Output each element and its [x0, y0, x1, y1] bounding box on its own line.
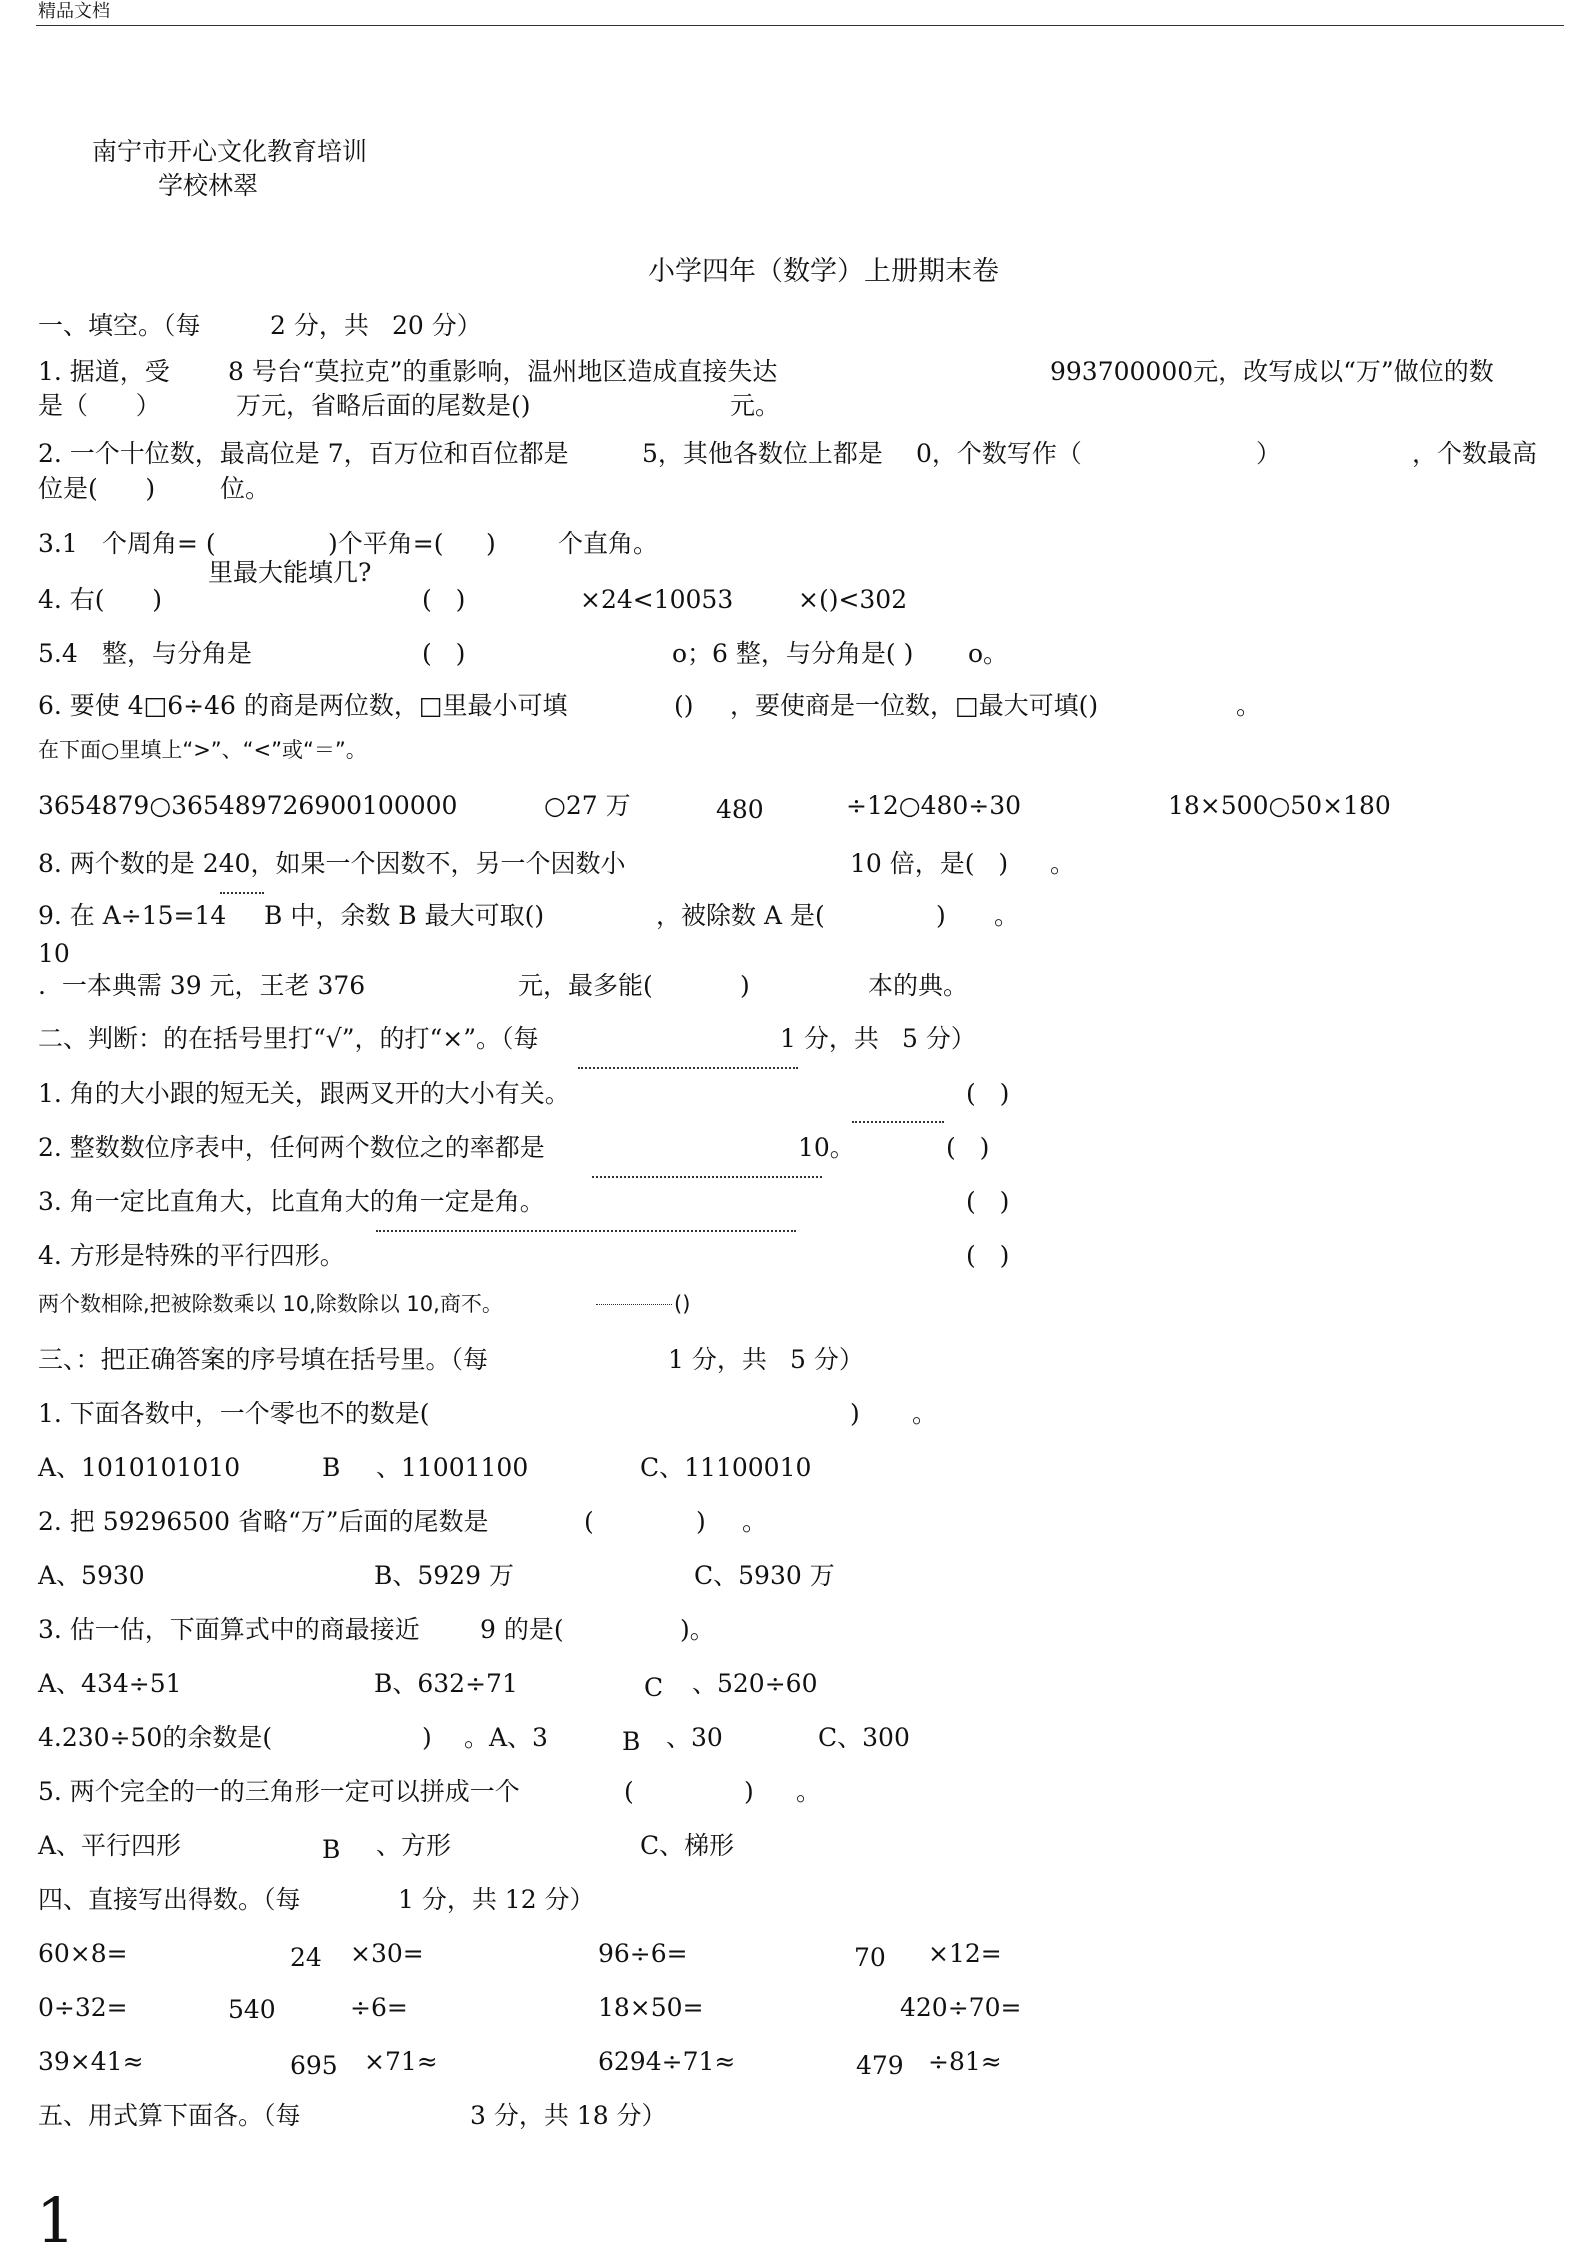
section-4-heading-points: 1 分，共 12 分）	[398, 1885, 595, 1914]
q1-4-text: ×24<10053	[580, 585, 734, 614]
emphasis-dots	[852, 1121, 944, 1123]
q3-4-blank: )	[422, 1723, 432, 1752]
q1-3-text: 个直角。	[558, 529, 659, 558]
q3-2-option-a: A、5930	[38, 1561, 145, 1590]
q2-4-text: 4. 方形是特殊的平行四形。	[38, 1241, 345, 1270]
q1-7-compare-4: 18×500○50×180	[1168, 791, 1391, 820]
emphasis-dots	[220, 892, 264, 894]
calc-item: 695	[290, 2051, 338, 2080]
calc-item: 96÷6=	[598, 1939, 688, 1968]
q3-3-text: 3. 估一估，下面算式中的商最接近	[38, 1615, 420, 1644]
q3-3-option-c: 、520÷60	[692, 1669, 818, 1698]
q1-1-text: 993700000元，改写成以“万”做位的数	[1050, 357, 1494, 386]
q1-5-blank: ( )	[422, 639, 466, 668]
q1-7-compare-2: ○27 万	[544, 791, 631, 820]
calc-item: ×30=	[350, 1939, 424, 1968]
q1-6-text: 6. 要使 4□6÷46 的商是两位数，□里最小可填	[38, 691, 568, 720]
q3-4-option-b-label: B	[622, 1727, 641, 1756]
q1-2-text: ，个数最高	[1412, 439, 1538, 468]
calc-item: 479	[856, 2051, 904, 2080]
q3-3-option-a: A、434÷51	[38, 1669, 182, 1698]
calc-item: 6294÷71≈	[598, 2047, 736, 2076]
q3-5-option-a: A、平行四形	[38, 1831, 182, 1860]
calc-item: 18×50=	[598, 1993, 704, 2022]
q3-2-blank: (	[584, 1507, 594, 1536]
q3-1-option-c: C、11100010	[640, 1453, 812, 1482]
q1-6-text: 。	[1236, 691, 1262, 720]
calc-item: 24	[290, 1943, 322, 1972]
q1-6-text: ，要使商是一位数，□最大可填()	[730, 691, 1099, 720]
section-1-heading: 一、填空。（每	[38, 311, 201, 340]
q1-3-text: 个周角= (	[102, 529, 216, 558]
calc-item: ÷81≈	[928, 2047, 1002, 2076]
calc-item: 60×8=	[38, 1939, 128, 1968]
q1-9-blank: )	[936, 901, 946, 930]
q2-4-answer-paren: ( )	[966, 1241, 1010, 1270]
calc-item: 540	[228, 1995, 276, 2024]
q3-2-text: 2. 把 59296500 省略“万”后面的尾数是	[38, 1507, 489, 1536]
q1-6-blank: ()	[674, 691, 694, 720]
q1-9-text: 。	[994, 901, 1020, 930]
leader-dots	[596, 1304, 672, 1305]
school-line-1: 南宁市开心文化教育培训	[92, 137, 368, 166]
q3-2-option-c: C、5930 万	[694, 1561, 835, 1590]
header-label: 精品文档	[38, 1, 110, 22]
header-rule	[36, 25, 1564, 26]
q1-2-text: 0，个数写作（	[916, 439, 1082, 468]
q3-2-text: 。	[742, 1507, 768, 1536]
q3-5-option-b-label: B	[322, 1835, 341, 1864]
q1-1-text: 8 号台“莫拉克”的重影响，温州地区造成直接失达	[228, 357, 778, 386]
q3-5-option-c: C、梯形	[640, 1831, 735, 1860]
q3-1-blank: )	[850, 1399, 860, 1428]
q1-1-blank: 是（ ）	[38, 391, 161, 420]
q1-8-text: 。	[1050, 849, 1076, 878]
q1-2-blank: 位是( )	[38, 474, 156, 503]
q1-4-text: ×()<302	[798, 585, 908, 614]
section-2-heading: 二、判断：的在括号里打“√”，的打“×”。（每	[38, 1024, 539, 1053]
q2-1-text: 1. 角的大小跟的短无关，跟两叉开的大小有关。	[38, 1079, 570, 1108]
q2-5-text: 两个数相除,把被除数乘以 10,除数除以 10,商不。	[38, 1292, 503, 1316]
section-1-heading-total: 20 分）	[392, 311, 482, 340]
q2-1-answer-paren: ( )	[966, 1079, 1010, 1108]
q1-1-text: 万元，省略后面的尾数是()	[236, 391, 531, 420]
q3-2-option-b: B、5929 万	[374, 1561, 514, 1590]
q2-5-answer-paren: ()	[674, 1292, 691, 1316]
emphasis-dots	[578, 1067, 798, 1069]
q3-1-option-b: 、11001100	[376, 1453, 529, 1482]
q1-7-compare-3: 480	[716, 795, 764, 824]
section-1-heading-points: 2 分，共	[270, 311, 369, 340]
q3-5-blank: (	[624, 1777, 634, 1806]
calc-item: 70	[854, 1943, 886, 1972]
q3-4-option-c: C、300	[818, 1723, 910, 1752]
emphasis-dots	[376, 1230, 796, 1232]
calc-item: ÷6=	[350, 1993, 408, 2022]
q1-7-compare-3: ÷12○480÷30	[846, 791, 1022, 820]
q2-2-text: 10。	[798, 1133, 855, 1162]
q1-7-heading: 在下面○里填上“>”、“<”或“＝”。	[38, 738, 367, 762]
q1-9-text: ，被除数 A 是(	[656, 901, 825, 930]
q1-3-num: 3.1	[38, 529, 78, 558]
calc-item: ×71≈	[364, 2047, 438, 2076]
page-number: 1	[36, 2184, 76, 2257]
section-5-heading: 五、用式算下面各。（每	[38, 2101, 301, 2130]
q3-3-option-b: B、632÷71	[374, 1669, 518, 1698]
q3-4-text: 4.230÷50的余数是(	[38, 1723, 273, 1752]
section-3-heading: 三、：把正确答案的序号填在括号里。（每	[38, 1345, 489, 1374]
q3-3-text: 9 的是(	[480, 1615, 564, 1644]
q2-3-text: 3. 角一定比直角大，比直角大的角一定是角。	[38, 1187, 545, 1216]
q1-9-text: 9. 在 A÷15=14	[38, 901, 227, 930]
q3-1-text: 。	[912, 1399, 938, 1428]
calc-item: 39×41≈	[38, 2047, 144, 2076]
q2-2-text: 2. 整数数位序表中，任何两个数位之的率都是	[38, 1133, 545, 1162]
q3-4-option-a: 。A、3	[464, 1723, 548, 1752]
q1-5-text: o；6 整，与分角是( )	[672, 639, 914, 668]
q1-9-text: B 中，余数 B 最大可取()	[264, 901, 545, 930]
q1-4-hint: 里最大能填几?	[208, 558, 372, 587]
q1-10-blank: )	[740, 971, 750, 1000]
q2-2-answer-paren: ( )	[946, 1133, 990, 1162]
school-line-2: 学校林翠	[158, 171, 259, 200]
q1-2-text: 位。	[220, 474, 271, 503]
calc-item: 420÷70=	[900, 1993, 1022, 2022]
q3-3-text: )。	[680, 1615, 715, 1644]
q1-1-text: 元。	[730, 391, 781, 420]
q3-1-option-b-label: B	[322, 1453, 341, 1482]
q3-2-blank: )	[696, 1507, 706, 1536]
section-3-heading-total: 5 分）	[790, 1345, 864, 1374]
q1-3-text: )	[486, 529, 496, 558]
q1-8-text: 10 倍，是( )	[850, 849, 1009, 878]
q1-2-text: 2. 一个十位数，最高位是 7，百万位和百位都是	[38, 439, 569, 468]
q1-5-text: 整，与分角是	[102, 639, 253, 668]
section-3-heading-points: 1 分，共	[668, 1345, 767, 1374]
section-5-heading-points: 3 分，共 18 分）	[470, 2101, 667, 2130]
q1-10-text: 本的典。	[868, 971, 969, 1000]
q1-4-blank: ( )	[422, 585, 466, 614]
section-2-heading-total: 5 分）	[902, 1024, 976, 1053]
q1-10-text: 元，最多能(	[518, 971, 653, 1000]
q3-5-text: 。	[796, 1777, 822, 1806]
q1-8-text: 8. 两个数的是 240，如果一个因数不，另一个因数小	[38, 849, 626, 878]
q3-1-option-a: A、1010101010	[38, 1453, 241, 1482]
q1-2-blank: ）	[1256, 439, 1282, 468]
page-title: 小学四年（数学）上册期末卷	[648, 256, 999, 287]
q1-5-num: 5.4	[38, 639, 78, 668]
calc-item: 0÷32=	[38, 1993, 128, 2022]
section-4-heading: 四、直接写出得数。（每	[38, 1885, 301, 1914]
q3-1-text: 1. 下面各数中，一个零也不的数是(	[38, 1399, 430, 1428]
q3-5-blank: )	[744, 1777, 754, 1806]
q3-4-option-b: 、30	[666, 1723, 723, 1752]
q1-4-text: 4. 右( )	[38, 585, 162, 614]
q3-3-option-c-label: C	[644, 1673, 664, 1702]
q1-10-text: . 一本典需 39 元，王老 376	[38, 971, 366, 1000]
section-2-heading-points: 1 分，共	[780, 1024, 879, 1053]
q1-3-text: )个平角=(	[328, 529, 444, 558]
emphasis-dots	[592, 1176, 822, 1178]
q3-5-option-b: 、方形	[376, 1831, 452, 1860]
calc-item: ×12=	[928, 1939, 1002, 1968]
q2-3-answer-paren: ( )	[966, 1187, 1010, 1216]
q1-10-num: 10	[38, 939, 70, 968]
q1-5-text: o。	[968, 639, 1009, 668]
q1-7-compare-1: 3654879○365489726900100000	[38, 791, 458, 820]
q3-5-text: 5. 两个完全的一的三角形一定可以拼成一个	[38, 1777, 520, 1806]
q1-1-text: 1. 据道，受	[38, 357, 170, 386]
q1-2-text: 5，其他各数位上都是	[642, 439, 883, 468]
